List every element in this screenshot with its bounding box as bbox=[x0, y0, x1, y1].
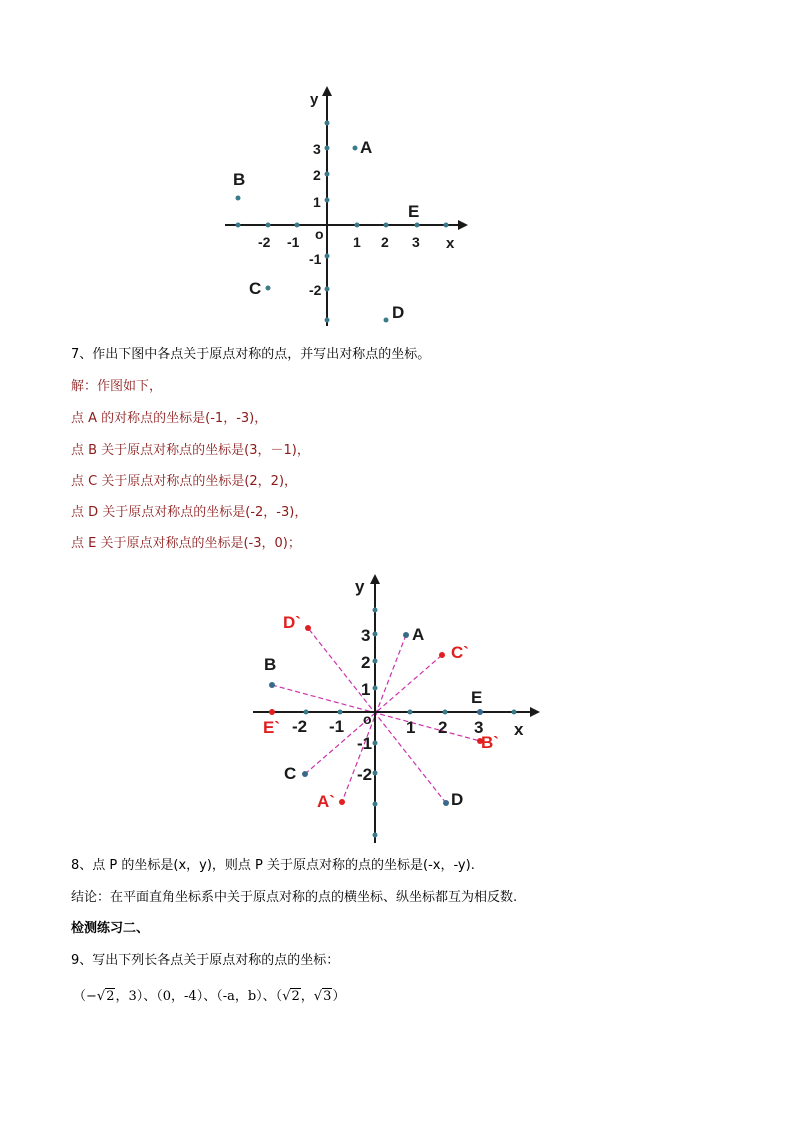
point-e-label: E bbox=[471, 688, 483, 707]
q7-answer-a: 点 A 的对称点的坐标是(-1，-3)， bbox=[71, 411, 268, 426]
x-tick-label: 3 bbox=[412, 234, 420, 250]
y-tick-label: 3 bbox=[361, 626, 371, 645]
point-a-prime-label: A` bbox=[317, 792, 335, 811]
q9-point-4-radicand-2: 3 bbox=[323, 989, 332, 1004]
point-c-prime-label: C` bbox=[451, 643, 469, 662]
sqrt-symbol: √ bbox=[282, 989, 291, 1004]
y-tick-label: 1 bbox=[361, 680, 371, 699]
q9-point-4-radicand-1: 2 bbox=[291, 989, 300, 1004]
x-tick-label: -1 bbox=[329, 717, 345, 736]
point-a bbox=[403, 632, 409, 638]
y-tick-dot bbox=[373, 632, 378, 637]
q8-statement: 8、点 P 的坐标是(x，y)，则点 P 关于原点对称的点的坐标是(-x，-y). bbox=[71, 858, 475, 873]
q9-point-3: （-a，b）、 bbox=[216, 989, 276, 1004]
y-tick-label: -2 bbox=[309, 282, 322, 298]
point-c bbox=[302, 771, 308, 777]
point-b-label: B bbox=[233, 170, 246, 189]
x-tick-dot bbox=[512, 710, 517, 715]
point-d-prime bbox=[305, 625, 311, 631]
point-b-prime-label: B` bbox=[481, 733, 499, 752]
q8-conclusion: 结论：在平面直角坐标系中关于原点对称的点的横坐标、纵坐标都互为相反数. bbox=[71, 890, 518, 905]
symmetry-line-d bbox=[308, 628, 446, 803]
y-tick-dot bbox=[373, 686, 378, 691]
y-axis-arrow bbox=[370, 574, 380, 584]
q9-point-1-prefix: （− bbox=[73, 989, 97, 1004]
x-tick-label: 1 bbox=[353, 234, 361, 250]
point-d-label: D bbox=[451, 790, 464, 809]
x-tick-label: 2 bbox=[438, 718, 448, 737]
sqrt-symbol: √ bbox=[313, 989, 323, 1004]
x-axis-label: x bbox=[514, 720, 524, 739]
y-tick-label: 1 bbox=[313, 194, 321, 210]
q7-answer-b: 点 B 关于原点对称点的坐标是(3，－1)， bbox=[71, 443, 310, 458]
point-c-prime bbox=[439, 652, 445, 658]
y-tick-dot bbox=[373, 608, 378, 613]
x-tick-label: 3 bbox=[474, 718, 484, 737]
x-tick-label: 1 bbox=[406, 718, 416, 737]
point-e-prime-label: E` bbox=[263, 718, 280, 737]
point-d-label: D bbox=[392, 303, 405, 322]
point-a-label: A bbox=[360, 138, 373, 157]
symmetry-line-c bbox=[305, 655, 442, 774]
q9-point-1-radicand: 2 bbox=[106, 989, 115, 1004]
q9-points bbox=[73, 989, 345, 1005]
point-c-label: C bbox=[284, 764, 297, 783]
q7-answer-e: 点 E 关于原点对称点的坐标是(-3，0)； bbox=[71, 536, 301, 551]
q9-point-4-mid: ， bbox=[300, 989, 314, 1004]
y-axis-label: y bbox=[355, 577, 365, 596]
y-tick-label: 2 bbox=[361, 653, 371, 672]
x-axis-label: x bbox=[446, 235, 455, 252]
y-tick-label: 3 bbox=[313, 141, 321, 157]
y-tick-dot bbox=[373, 833, 378, 838]
q9-point-1-suffix: ，3）、 bbox=[115, 989, 157, 1004]
q9-point-2: （0，-4）、 bbox=[156, 989, 217, 1004]
point-b-label: B bbox=[264, 655, 277, 674]
x-tick-label: -1 bbox=[287, 234, 300, 250]
y-tick-dot bbox=[373, 771, 378, 776]
x-tick-dot bbox=[443, 710, 448, 715]
point-c-label: C bbox=[249, 279, 262, 298]
q9-point-4-prefix: （ bbox=[275, 989, 283, 1004]
x-tick-dot bbox=[304, 710, 309, 715]
y-tick-dot bbox=[373, 802, 378, 807]
point-e-label: E bbox=[408, 202, 420, 221]
x-tick-label: -2 bbox=[258, 234, 271, 250]
point-e bbox=[477, 709, 483, 715]
y-tick-dot bbox=[373, 741, 378, 746]
x-tick-dot bbox=[408, 710, 413, 715]
q7-answer-d: 点 D 关于原点对称点的坐标是(-2，-3)， bbox=[71, 505, 308, 520]
point-b bbox=[269, 682, 275, 688]
y-axis-label: y bbox=[310, 91, 319, 108]
x-tick-label: -2 bbox=[292, 717, 308, 736]
point-d bbox=[443, 800, 449, 806]
q9-question: 9、写出下列长各点关于原点对称的点的坐标： bbox=[71, 953, 340, 968]
q7-answer-c: 点 C 关于原点对称点的坐标是(2，2)， bbox=[71, 474, 298, 489]
x-tick-dot bbox=[338, 710, 343, 715]
y-tick-label: -2 bbox=[357, 765, 373, 784]
q7-answer-intro: 解：作图如下， bbox=[71, 379, 163, 394]
origin-label: o bbox=[315, 226, 324, 242]
x-axis-arrow bbox=[530, 707, 540, 717]
section-title: 检测练习二、 bbox=[71, 921, 150, 936]
y-tick-dot bbox=[373, 659, 378, 664]
sqrt-symbol: √ bbox=[96, 989, 106, 1004]
y-tick-label: 2 bbox=[313, 167, 321, 183]
point-e-prime bbox=[269, 709, 275, 715]
origin-label: o bbox=[363, 711, 372, 727]
x-tick-label: 2 bbox=[381, 234, 389, 250]
point-a-prime bbox=[339, 799, 345, 805]
point-a-label: A bbox=[412, 625, 425, 644]
y-tick-label: -1 bbox=[309, 251, 322, 267]
q9-point-4-suffix: ） bbox=[332, 989, 346, 1004]
q7-question: 7、作出下图中各点关于原点对称的点，并写出对称点的坐标。 bbox=[71, 347, 431, 362]
y-tick-label: -1 bbox=[357, 734, 373, 753]
point-d-prime-label: D` bbox=[283, 613, 301, 632]
